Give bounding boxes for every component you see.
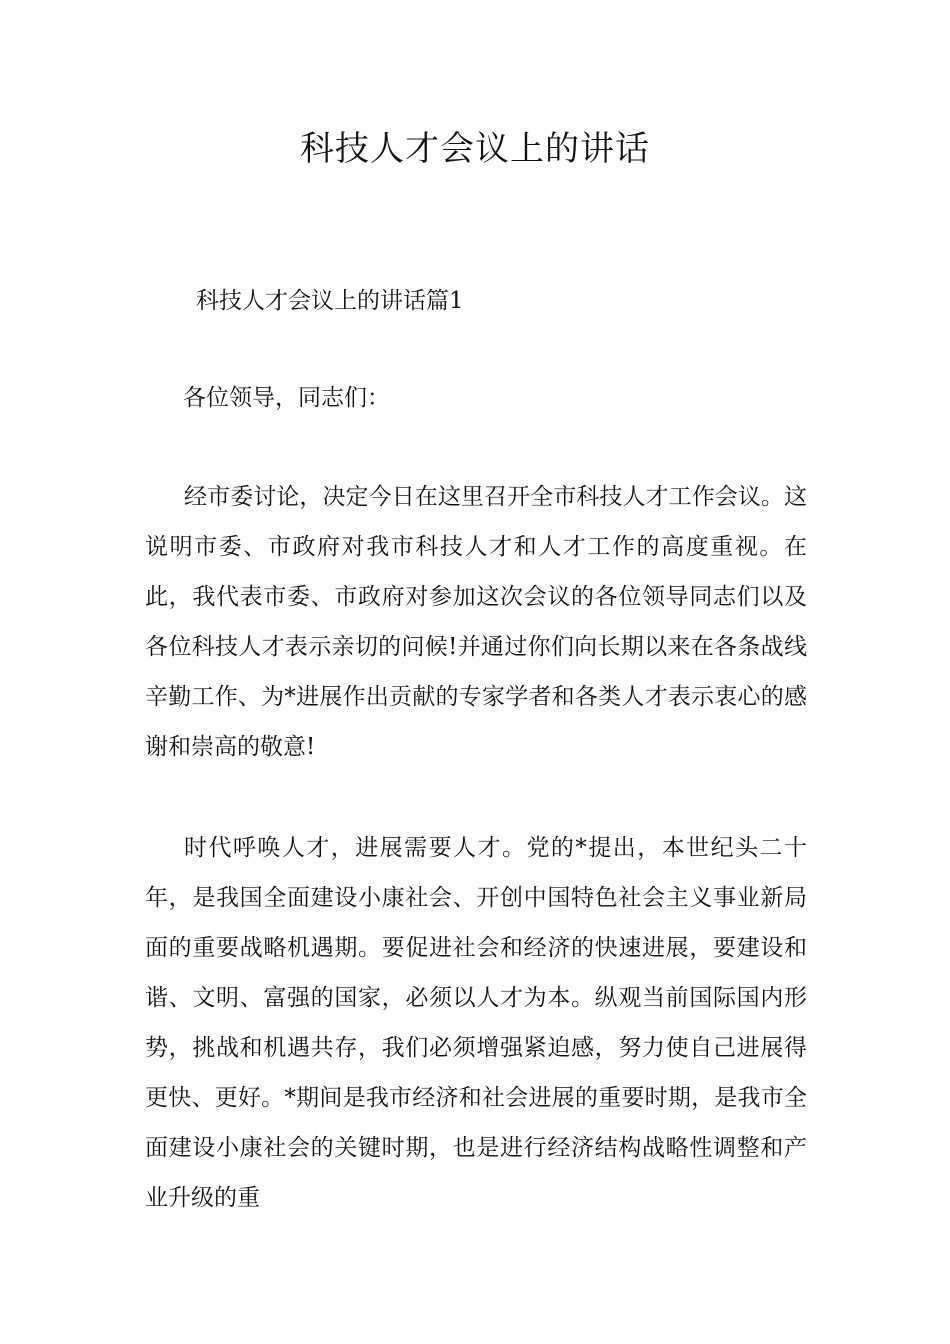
- document-title: 科技人才会议上的讲话: [300, 129, 650, 169]
- body-paragraph: 时代呼唤人才，进展需要人才。党的*提出，本世纪头二十年，是我国全面建设小康社会、开创中国特色社会主义事业新局面的重要战略机遇期。要促进社会和经济的快速进展，要建设和谐、文明、富强的国家，必须以人才为本。纵观当前国际国内形势，挑战和机遇共存，我们必须增强紧迫感，努力使自己进展得更快、更好。*期间是我市经济和社会进展的重要时期，是我市全面建设小康社会的关键时期，也是进行经济结构战略性调整和产业升级的重: [145, 835, 807, 1211]
- salutation: 各位领导，同志们：: [183, 385, 390, 411]
- body-paragraph: 经市委讨论，决定今日在这里召开全市科技人才工作会议。这说明市委、市政府对我市科技人才和人才工作的高度重视。在此，我代表市委、市政府对参加这次会议的各位领导同志们以及各位科技人才表示亲切的问候!并通过你们向长期以来在各条战线辛勤工作、为*进展作出贡献的专家学者和各类人才表示衷心的感谢和崇高的敬意!: [145, 484, 807, 760]
- section-subtitle: 科技人才会议上的讲话篇1: [196, 288, 464, 314]
